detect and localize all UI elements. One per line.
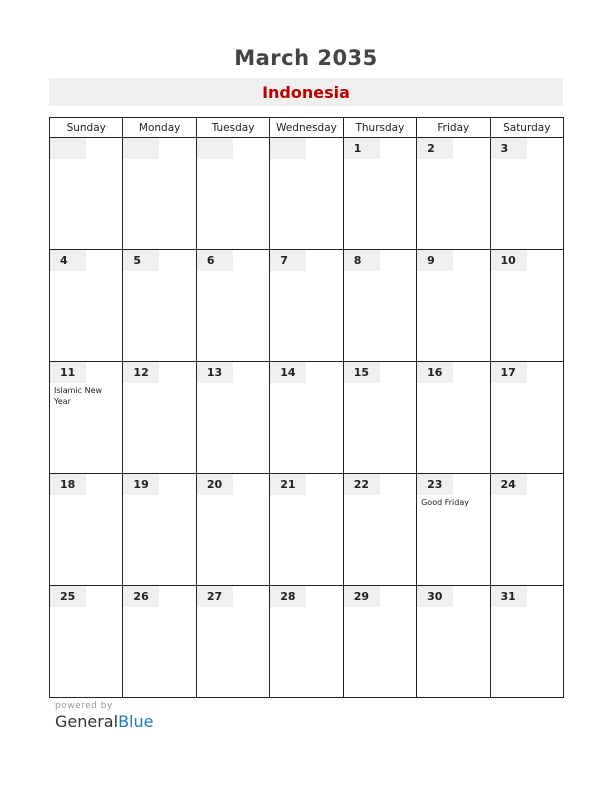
day-number: 9 bbox=[417, 250, 453, 271]
day-cell bbox=[270, 362, 343, 474]
day-cell bbox=[270, 250, 343, 362]
powered-by-text: powered by bbox=[55, 701, 113, 711]
day-cell bbox=[196, 362, 269, 474]
day-number: 22 bbox=[344, 474, 380, 495]
weekday-header: Tuesday bbox=[196, 118, 269, 138]
day-number: 3 bbox=[491, 138, 527, 159]
day-cell bbox=[196, 138, 269, 250]
day-cell bbox=[417, 586, 490, 698]
country-banner bbox=[49, 78, 563, 106]
day-number: 5 bbox=[123, 250, 159, 271]
day-number: 14 bbox=[270, 362, 306, 383]
day-cell bbox=[196, 250, 269, 362]
day-cell bbox=[490, 362, 563, 474]
day-number: 11 bbox=[50, 362, 86, 383]
brand-logo bbox=[55, 712, 153, 731]
page-title: March 2035 bbox=[234, 46, 378, 70]
brand-general: General bbox=[55, 712, 119, 731]
weekday-header: Sunday bbox=[50, 118, 123, 138]
day-cell bbox=[490, 250, 563, 362]
day-number bbox=[270, 138, 306, 159]
weekday-header: Saturday bbox=[490, 118, 563, 138]
weekday-header: Thursday bbox=[343, 118, 416, 138]
day-cell bbox=[50, 474, 123, 586]
brand-blue: Blue bbox=[118, 712, 154, 731]
day-number bbox=[50, 138, 86, 159]
day-cell bbox=[417, 250, 490, 362]
weekday-header: Friday bbox=[417, 118, 490, 138]
day-cell bbox=[50, 138, 123, 250]
day-number: 26 bbox=[123, 586, 159, 607]
day-cell bbox=[196, 586, 269, 698]
footer-logo bbox=[55, 701, 153, 731]
day-number: 17 bbox=[491, 362, 527, 383]
day-cell bbox=[490, 586, 563, 698]
day-cell bbox=[343, 362, 416, 474]
day-number: 12 bbox=[123, 362, 159, 383]
week-row bbox=[50, 362, 564, 474]
country-name: Indonesia bbox=[262, 83, 350, 102]
day-number: 8 bbox=[344, 250, 380, 271]
day-number: 15 bbox=[344, 362, 380, 383]
day-cell bbox=[343, 586, 416, 698]
calendar-grid bbox=[49, 117, 564, 698]
day-cell bbox=[417, 362, 490, 474]
day-cell bbox=[270, 138, 343, 250]
day-number: 19 bbox=[123, 474, 159, 495]
day-cell bbox=[270, 474, 343, 586]
day-cell bbox=[123, 474, 196, 586]
day-cell bbox=[490, 138, 563, 250]
day-cell bbox=[50, 250, 123, 362]
week-row bbox=[50, 138, 564, 250]
day-number: 10 bbox=[491, 250, 527, 271]
day-number: 28 bbox=[270, 586, 306, 607]
day-number: 6 bbox=[197, 250, 233, 271]
week-row bbox=[50, 250, 564, 362]
day-number: 4 bbox=[50, 250, 86, 271]
day-number: 30 bbox=[417, 586, 453, 607]
day-number: 13 bbox=[197, 362, 233, 383]
day-cell bbox=[50, 362, 123, 474]
day-cell bbox=[270, 586, 343, 698]
day-number bbox=[123, 138, 159, 159]
day-number: 20 bbox=[197, 474, 233, 495]
week-row bbox=[50, 586, 564, 698]
weekday-header: Wednesday bbox=[270, 118, 343, 138]
day-cell bbox=[417, 138, 490, 250]
day-number: 18 bbox=[50, 474, 86, 495]
day-number: 24 bbox=[491, 474, 527, 495]
day-number bbox=[197, 138, 233, 159]
day-cell bbox=[123, 362, 196, 474]
day-number: 27 bbox=[197, 586, 233, 607]
day-number: 21 bbox=[270, 474, 306, 495]
day-number: 31 bbox=[491, 586, 527, 607]
holiday-label: Good Friday bbox=[421, 498, 469, 507]
day-number: 2 bbox=[417, 138, 453, 159]
day-cell bbox=[343, 250, 416, 362]
day-cell bbox=[490, 474, 563, 586]
day-cell bbox=[417, 474, 490, 586]
day-number: 25 bbox=[50, 586, 86, 607]
day-number: 7 bbox=[270, 250, 306, 271]
week-row bbox=[50, 474, 564, 586]
day-cell bbox=[196, 474, 269, 586]
day-cell bbox=[50, 586, 123, 698]
calendar-body bbox=[50, 138, 564, 698]
day-cell bbox=[343, 474, 416, 586]
day-cell bbox=[123, 250, 196, 362]
weekday-header-row bbox=[50, 118, 564, 138]
day-number: 23 bbox=[417, 474, 453, 495]
day-number: 1 bbox=[344, 138, 380, 159]
holiday-label: Islamic New Year bbox=[54, 386, 103, 406]
day-number: 16 bbox=[417, 362, 453, 383]
day-cell bbox=[123, 586, 196, 698]
weekday-header: Monday bbox=[123, 118, 196, 138]
day-cell bbox=[343, 138, 416, 250]
day-number: 29 bbox=[344, 586, 380, 607]
day-cell bbox=[123, 138, 196, 250]
